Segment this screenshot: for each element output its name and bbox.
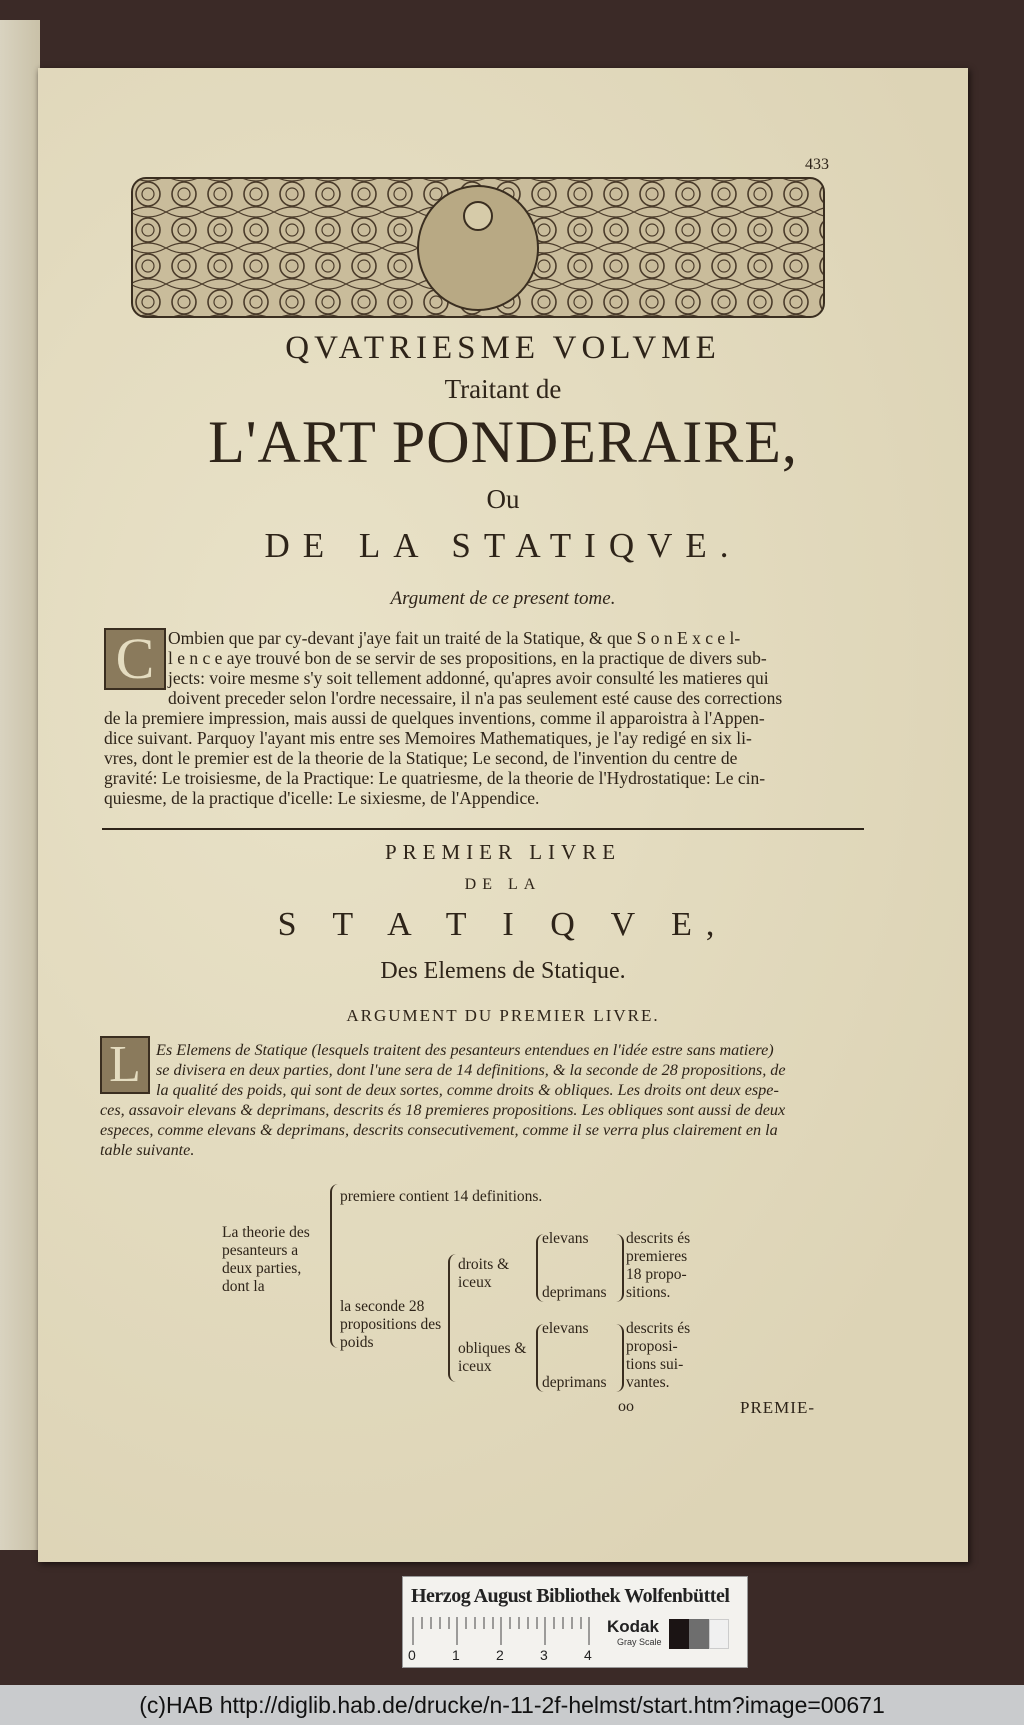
drop-cap-l: L <box>100 1036 150 1094</box>
measurement-scale <box>411 1615 601 1649</box>
book-page <box>38 68 968 1562</box>
text-line: deux parties, <box>222 1260 302 1277</box>
table-premiere: premiere contient 14 definitions. <box>340 1188 543 1205</box>
text-line: la qualité des poids, qui sont de deux sortes, comme droits & obliques. Les droits ont deux espe- <box>156 1081 779 1099</box>
droits-description <box>626 1230 690 1302</box>
obliques-deprimans: deprimans <box>542 1374 607 1391</box>
text-line: sitions. <box>626 1284 671 1301</box>
livre-heading: PREMIER LIVRE <box>384 840 622 864</box>
scale-number: 0 <box>408 1647 416 1663</box>
text-line: dont la <box>222 1278 265 1295</box>
library-color-card <box>402 1576 748 1668</box>
gray-patch-mid <box>689 1619 709 1649</box>
ornamental-headpiece <box>130 176 826 319</box>
text-line: jects: voire mesme s'y soit tellement addonné, qu'apres avoir consulté les matieres qui <box>168 668 769 688</box>
livre-argument-heading: ARGUMENT DU PREMIER LIVRE. <box>346 1006 660 1025</box>
gray-scale-text: Gray Scale <box>617 1637 662 1647</box>
text-line: gravité: Le troisiesme, de la Practique: Le quatriesme, de la theorie de l'Hydrostatique: Le cin- <box>104 768 766 788</box>
text-line: descrits és <box>626 1230 691 1247</box>
text-line: vres, dont le premier est de la theorie de la Statique; Le second, de l'invention du centre de <box>104 748 738 768</box>
division-table <box>38 1118 968 1398</box>
text-line: especes, comme elevans & deprimans, descrits consecutivement, comme il se verra plus clairement en la <box>100 1121 778 1139</box>
text-line: Es Elemens de Statique (lesquels traitent des pesanteurs entendues en l'idée estre sans matiere) <box>156 1041 774 1059</box>
main-title: L'ART PONDERAIRE, <box>208 409 798 475</box>
scale-number: 3 <box>540 1647 548 1663</box>
scale-number: 2 <box>496 1647 504 1663</box>
text-line: l e n c e aye trouvé bon de se servir de ses propositions, en la practique de divers sub- <box>168 648 767 668</box>
text-line: Ombien que par cy-devant j'aye fait un traité de la Statique, & que S o n E x c e l- <box>168 628 741 648</box>
text-line: obliques & <box>458 1340 527 1357</box>
text-line: iceux <box>458 1274 492 1291</box>
drop-cap-c: C <box>104 628 166 690</box>
table-root <box>222 1224 310 1296</box>
text-line: la seconde 28 <box>340 1298 425 1315</box>
text-line: pesanteurs a <box>222 1242 299 1259</box>
page-number: 433 <box>805 156 829 173</box>
text-line: dice suivant. Parquoy l'ayant mis entre ses Memoires Mathematiques, je l'ay redigé en six li- <box>104 728 752 748</box>
brace-6 <box>616 1324 624 1392</box>
text-line: vantes. <box>626 1374 670 1391</box>
argument-paragraph <box>104 628 864 818</box>
gray-patch-white <box>709 1619 729 1649</box>
ou-text: Ou <box>486 484 520 514</box>
livre-statique: S T A T I Q V E, <box>277 906 729 943</box>
livre-subtitle: Des Elemens de Statique. <box>380 958 626 984</box>
obliques-elevans: elevans <box>542 1320 589 1337</box>
text-line: se divisera en deux parties, dont l'une sera de 14 definitions, & la seconde de 28 propositions, de <box>156 1061 786 1079</box>
table-seconde <box>340 1298 441 1352</box>
facing-page-edge <box>0 20 40 1550</box>
text-line: doivent preceder selon l'ordre necessaire, il n'a pas seulement esté cause des corrections <box>168 688 783 708</box>
scale-number: 1 <box>452 1647 460 1663</box>
text-line: descrits és <box>626 1320 691 1337</box>
text-line: proposi- <box>626 1338 678 1355</box>
kodak-logo: Kodak <box>607 1617 659 1636</box>
gray-patch-black <box>669 1619 689 1649</box>
brace-2 <box>448 1254 458 1382</box>
text-line: de la premiere impression, mais aussi de quelques inventions, comme il apparoistra à l'Appen- <box>104 708 765 728</box>
livre-de-la: DE LA <box>464 876 542 893</box>
text-line: tions sui- <box>626 1356 684 1373</box>
obliques-description <box>626 1320 690 1392</box>
text-line: 18 propo- <box>626 1266 687 1283</box>
droits-deprimans: deprimans <box>542 1284 607 1301</box>
text-line: droits & <box>458 1256 510 1273</box>
statique-title: DE LA STATIQVE. <box>264 526 742 565</box>
text-line: ces, assavoir elevans & deprimans, descrits és 18 premieres propositions. Les obliques sont aussi de deux <box>100 1101 786 1119</box>
text-line: iceux <box>458 1358 492 1375</box>
text-line: quiesme, de la practique d'icelle: Le sixiesme, de l'Appendice. <box>104 788 540 808</box>
text-line: table suivante. <box>100 1141 195 1159</box>
signature-mark: oo <box>618 1398 634 1415</box>
text-line: poids <box>340 1334 374 1351</box>
table-droits <box>458 1256 509 1292</box>
brace-4 <box>616 1234 624 1302</box>
text-line: propositions des <box>340 1316 442 1333</box>
catchword: PREMIE- <box>740 1398 815 1417</box>
scale-number: 4 <box>584 1647 592 1663</box>
table-obliques <box>458 1340 526 1376</box>
copyright-footer: (c)HAB http://diglib.hab.de/drucke/n-11-2f-helmst/start.htm?image=00671 <box>0 1685 1024 1725</box>
text-line: premieres <box>626 1248 688 1265</box>
volume-title: QVATRIESME VOLVME <box>285 330 721 366</box>
institution-name: Herzog August Bibliothek Wolfenbüttel <box>411 1585 730 1607</box>
section-rule <box>102 828 864 830</box>
text-line: La theorie des <box>222 1224 310 1241</box>
argument-heading: Argument de ce present tome. <box>390 588 616 609</box>
traitant-de: Traitant de <box>444 374 562 404</box>
brace-1 <box>330 1184 340 1348</box>
droits-elevans: elevans <box>542 1230 589 1247</box>
